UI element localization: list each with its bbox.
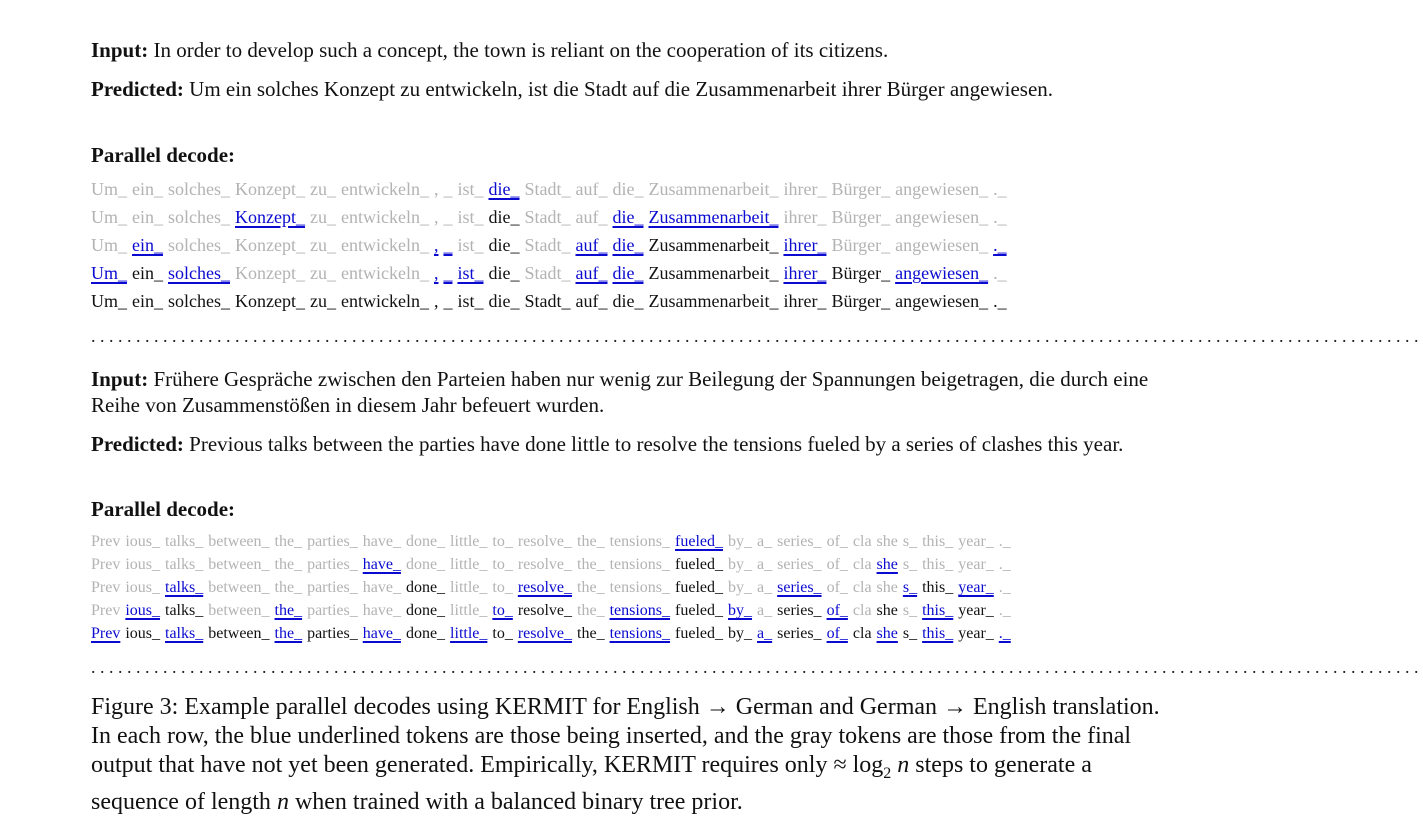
decode-token: ._ (993, 179, 1007, 199)
decode-token: ist_ (457, 179, 484, 199)
decode-token: this_ (922, 556, 954, 573)
caption-math-n: n (276, 788, 289, 815)
decode-token: year_ (958, 602, 994, 619)
decode-token: solches_ (168, 179, 230, 199)
decode-token: _ (443, 179, 453, 199)
decode-token: ihrer_ (783, 263, 827, 283)
example2-parallel-decode (91, 533, 1156, 653)
decode-token: , (433, 291, 439, 311)
example1-input (91, 37, 1156, 63)
decode-token: tensions_ (609, 625, 671, 642)
example2-decode-row-5 (91, 625, 1016, 643)
decode-token: little_ (450, 625, 488, 642)
decode-token: s_ (902, 556, 918, 573)
decode-token: resolve_ (517, 625, 573, 642)
decode-token: ein_ (132, 263, 163, 283)
decode-token: of_ (826, 556, 848, 573)
decode-token: die_ (612, 263, 644, 283)
input-label: Input: (91, 367, 149, 391)
example1-decode-row-3 (91, 235, 1012, 256)
decode-token: little_ (450, 602, 488, 619)
decode-token: Prev (91, 533, 121, 550)
decode-token: , (433, 235, 439, 255)
decode-token: ist_ (457, 291, 484, 311)
decode-token: the_ (274, 533, 303, 550)
decode-token: entwickeln_ (340, 179, 429, 199)
input-text: Frühere Gespräche zwischen den Parteien haben nur wenig zur Beilegung der Spannungen beigetragen, die durch eine Reihe von Zusammenstößen in diesem Jahr befeuert wurden. (91, 367, 1149, 417)
decode-token: Um_ (91, 263, 127, 283)
decode-token: resolve_ (517, 602, 573, 619)
decode-token: fueled_ (675, 579, 724, 596)
decode-token: year_ (958, 625, 994, 642)
decode-token: to_ (492, 579, 513, 596)
example2-decode-row-2 (91, 556, 1016, 574)
decode-token: by_ (728, 602, 753, 619)
decode-token: have_ (362, 625, 401, 642)
decode-token: the_ (577, 556, 605, 573)
example2-decode-row-3 (91, 579, 1016, 597)
decode-token: of_ (826, 602, 848, 619)
decode-token: talks_ (165, 533, 204, 550)
predicted-text: Previous talks between the parties have done little to resolve the tensions fueled by a series of clashes this year. (189, 432, 1124, 456)
decode-token: Stadt_ (524, 263, 571, 283)
example2-decode-row-4 (91, 602, 1016, 620)
decode-token: Zusammenarbeit_ (648, 263, 779, 283)
decode-token: solches_ (168, 207, 230, 227)
decode-token: Konzept_ (235, 235, 305, 255)
decode-token: die_ (488, 207, 520, 227)
decode-token: to_ (492, 533, 513, 550)
decode-token: ihrer_ (783, 235, 827, 255)
decode-token: fueled_ (675, 602, 724, 619)
decode-token: by_ (728, 625, 753, 642)
decode-token: die_ (488, 291, 520, 311)
decode-token: ein_ (132, 235, 163, 255)
decode-token: tensions_ (609, 602, 671, 619)
decode-token: solches_ (168, 263, 230, 283)
decode-token: ist_ (457, 207, 484, 227)
decode-token: the_ (274, 625, 303, 642)
decode-token: s_ (902, 579, 918, 596)
decode-token: _ (443, 207, 453, 227)
predicted-text: Um ein solches Konzept zu entwickeln, ist die Stadt auf die Zusammenarbeit ihrer Bürger angewiesen. (189, 77, 1054, 101)
decode-token: _ (443, 235, 453, 255)
caption-text: when trained with a balanced binary tree prior. (288, 788, 743, 815)
decode-token: Prev (91, 602, 121, 619)
example1-decode-row-5 (91, 291, 1012, 312)
decode-token: ._ (993, 291, 1007, 311)
decode-token: Um_ (91, 235, 127, 255)
caption-math-n: n (897, 752, 910, 778)
decode-token: auf_ (575, 263, 608, 283)
figure-caption (91, 693, 1161, 817)
decode-token: cla (852, 533, 872, 550)
decode-token: Um_ (91, 291, 127, 311)
decode-token: little_ (450, 533, 488, 550)
decode-token: solches_ (168, 235, 230, 255)
decode-token: ious_ (125, 533, 160, 550)
decode-token: die_ (612, 291, 644, 311)
decode-token: angewiesen_ (895, 291, 989, 311)
decode-token: ein_ (132, 207, 163, 227)
decode-token: ihrer_ (783, 207, 827, 227)
decode-token: Stadt_ (524, 207, 571, 227)
decode-token: to_ (492, 602, 513, 619)
decode-token: ._ (998, 533, 1011, 550)
decode-token: ihrer_ (783, 291, 827, 311)
decode-token: she (876, 533, 898, 550)
decode-token: ._ (993, 263, 1007, 283)
decode-token: zu_ (309, 207, 336, 227)
decode-token: cla (852, 602, 872, 619)
decode-token: angewiesen_ (895, 263, 989, 283)
decode-token: have_ (362, 533, 401, 550)
decode-token: have_ (362, 556, 401, 573)
decode-token: done_ (405, 602, 446, 619)
decode-token: year_ (958, 579, 994, 596)
example1-predicted (91, 76, 1156, 102)
decode-token: fueled_ (675, 556, 724, 573)
decode-token: Konzept_ (235, 207, 305, 227)
decode-token: a_ (757, 533, 773, 550)
decode-token: tensions_ (609, 579, 671, 596)
decode-token: s_ (902, 602, 918, 619)
decode-token: auf_ (575, 207, 608, 227)
decode-token: entwickeln_ (340, 291, 429, 311)
decode-token: Bürger_ (831, 291, 891, 311)
decode-token: this_ (922, 602, 954, 619)
decode-token: _ (443, 263, 453, 283)
decode-token: series_ (777, 602, 822, 619)
decode-token: resolve_ (517, 579, 573, 596)
decode-token: by_ (728, 533, 753, 550)
decode-token: entwickeln_ (340, 263, 429, 283)
decode-token: of_ (826, 625, 848, 642)
decode-token: the_ (577, 579, 605, 596)
decode-token: Bürger_ (831, 207, 891, 227)
decode-token: parties_ (307, 602, 358, 619)
decode-token: series_ (777, 556, 822, 573)
example2-predicted (91, 431, 1156, 457)
decode-token: ious_ (125, 602, 160, 619)
example2-decode-row-1 (91, 533, 1016, 551)
decode-token: have_ (362, 579, 401, 596)
decode-token: series_ (777, 625, 822, 642)
decode-token: angewiesen_ (895, 235, 989, 255)
decode-token: the_ (274, 602, 303, 619)
decode-token: die_ (612, 235, 644, 255)
decode-token: Bürger_ (831, 235, 891, 255)
decode-token: fueled_ (675, 625, 724, 642)
decode-token: parties_ (307, 579, 358, 596)
decode-token: ._ (998, 579, 1011, 596)
decode-token: ein_ (132, 179, 163, 199)
decode-token: fueled_ (675, 533, 724, 550)
decode-token: , (433, 263, 439, 283)
decode-token: the_ (577, 602, 605, 619)
decode-token: Konzept_ (235, 179, 305, 199)
decode-token: ein_ (132, 291, 163, 311)
decode-token: series_ (777, 533, 822, 550)
decode-token: Zusammenarbeit_ (648, 179, 779, 199)
decode-token: resolve_ (517, 533, 573, 550)
decode-token: Konzept_ (235, 263, 305, 283)
decode-token: zu_ (309, 291, 336, 311)
decode-token: , (433, 179, 439, 199)
decode-token: she (876, 625, 898, 642)
decode-token: this_ (922, 533, 954, 550)
decode-token: to_ (492, 625, 513, 642)
decode-token: s_ (902, 625, 918, 642)
decode-token: Prev (91, 579, 121, 596)
decode-token: Um_ (91, 179, 127, 199)
decode-token: Prev (91, 625, 121, 642)
decode-token: auf_ (575, 235, 608, 255)
separator-dots: .................................................................................................................................................... (91, 326, 1423, 346)
decode-token: cla (852, 579, 872, 596)
decode-token: s_ (902, 533, 918, 550)
caption-text: Figure 3: Example parallel decodes using KERMIT for English → German and German → English translation. In each row, the blue underlined tokens are those being inserted, and the gray tokens are those from the final output that have not yet been generated. Empirically, KERMIT requires only ≈ (91, 694, 1160, 778)
decode-token: the_ (577, 625, 605, 642)
decode-token: Um_ (91, 207, 127, 227)
decode-token: little_ (450, 556, 488, 573)
decode-token: ._ (998, 625, 1011, 642)
decode-token: ist_ (457, 235, 484, 255)
decode-token: die_ (488, 179, 520, 199)
decode-token: cla (852, 556, 872, 573)
decode-token: done_ (405, 579, 446, 596)
input-text: In order to develop such a concept, the town is reliant on the cooperation of its citizens. (153, 38, 889, 62)
decode-token: ._ (998, 556, 1011, 573)
decode-token: done_ (405, 556, 446, 573)
decode-token: this_ (922, 579, 954, 596)
decode-token: cla (852, 625, 872, 642)
decode-token: talks_ (165, 556, 204, 573)
predicted-label: Predicted: (91, 77, 184, 101)
decode-token: die_ (488, 263, 520, 283)
decode-token: Stadt_ (524, 179, 571, 199)
decode-token: by_ (728, 556, 753, 573)
predicted-label: Predicted: (91, 432, 184, 456)
decode-token: Prev (91, 556, 121, 573)
decode-token: she (876, 602, 898, 619)
input-label: Input: (91, 38, 149, 62)
decode-token: little_ (450, 579, 488, 596)
decode-token: a_ (757, 625, 773, 642)
decode-token: Bürger_ (831, 263, 891, 283)
decode-token: Zusammenarbeit_ (648, 291, 779, 311)
decode-token: solches_ (168, 291, 230, 311)
decode-token: the_ (274, 579, 303, 596)
decode-token: ist_ (457, 263, 484, 283)
decode-token: Stadt_ (524, 235, 571, 255)
decode-token: ious_ (125, 556, 160, 573)
decode-token: a_ (757, 579, 773, 596)
decode-token: resolve_ (517, 556, 573, 573)
decode-token: ._ (993, 207, 1007, 227)
example2-decode-label: Parallel decode: (91, 497, 236, 521)
decode-token: talks_ (165, 602, 204, 619)
decode-token: she (876, 579, 898, 596)
decode-token: ._ (998, 602, 1011, 619)
decode-token: between_ (208, 556, 270, 573)
decode-token: year_ (958, 533, 994, 550)
decode-token: ious_ (125, 625, 160, 642)
decode-token: between_ (208, 602, 270, 619)
decode-token: zu_ (309, 179, 336, 199)
caption-math-log: log (852, 752, 884, 778)
example1-parallel-decode (91, 179, 1156, 329)
decode-token: she (876, 556, 898, 573)
decode-token: between_ (208, 533, 270, 550)
decode-token: die_ (612, 207, 644, 227)
decode-token: auf_ (575, 179, 608, 199)
decode-token: tensions_ (609, 533, 671, 550)
example1-decode-row-2 (91, 207, 1012, 228)
decode-token: die_ (488, 235, 520, 255)
decode-token: the_ (274, 556, 303, 573)
decode-token: entwickeln_ (340, 235, 429, 255)
decode-token: angewiesen_ (895, 179, 989, 199)
decode-token: done_ (405, 625, 446, 642)
example1-decode-row-4 (91, 263, 1012, 284)
decode-token: a_ (757, 556, 773, 573)
decode-token: die_ (612, 179, 644, 199)
decode-token: tensions_ (609, 556, 671, 573)
decode-token: talks_ (165, 625, 204, 642)
decode-token: parties_ (307, 556, 358, 573)
decode-token: _ (443, 291, 453, 311)
decode-token: a_ (757, 602, 773, 619)
decode-token: Zusammenarbeit_ (648, 235, 779, 255)
decode-token: between_ (208, 625, 270, 642)
decode-token: series_ (777, 579, 822, 596)
example1-decode-row-1 (91, 179, 1012, 200)
decode-token: the_ (577, 533, 605, 550)
decode-token: ._ (993, 235, 1007, 255)
decode-token: Stadt_ (524, 291, 571, 311)
decode-token: zu_ (309, 263, 336, 283)
decode-token: have_ (362, 602, 401, 619)
caption-math-sub: 2 (883, 764, 892, 782)
example2-input (91, 366, 1156, 418)
decode-token: Bürger_ (831, 179, 891, 199)
decode-token: parties_ (307, 533, 358, 550)
decode-token: entwickeln_ (340, 207, 429, 227)
decode-token: this_ (922, 625, 954, 642)
decode-token: angewiesen_ (895, 207, 989, 227)
decode-token: to_ (492, 556, 513, 573)
caption-text: steps to generate a sequence of length (91, 752, 1092, 815)
decode-token: ious_ (125, 579, 160, 596)
decode-token: Konzept_ (235, 291, 305, 311)
decode-token: ihrer_ (783, 179, 827, 199)
decode-token: year_ (958, 556, 994, 573)
separator-dots: .................................................................................................................................................... (91, 657, 1423, 677)
decode-token: parties_ (307, 625, 358, 642)
decode-token: talks_ (165, 579, 204, 596)
decode-token: between_ (208, 579, 270, 596)
decode-token: auf_ (575, 291, 608, 311)
decode-token: by_ (728, 579, 753, 596)
example1-decode-label: Parallel decode: (91, 143, 236, 167)
decode-token: done_ (405, 533, 446, 550)
decode-token: of_ (826, 533, 848, 550)
decode-token: of_ (826, 579, 848, 596)
decode-token: Zusammenarbeit_ (648, 207, 779, 227)
decode-token: zu_ (309, 235, 336, 255)
decode-token: , (433, 207, 439, 227)
